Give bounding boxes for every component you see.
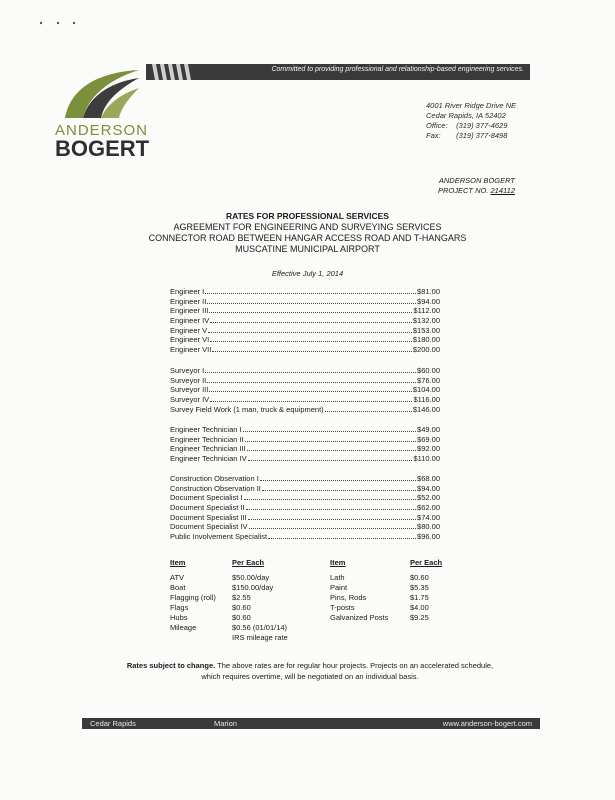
rate-title: Document Specialist IV [170,522,248,532]
rate-title: Engineer Technician III [170,444,246,454]
rate-price: $68.00 [417,474,440,483]
effective-date: Effective July 1, 2014 [271,269,344,278]
equip-price-cell: $9.25 [410,613,429,622]
equip-header-per-each: Per Each [232,558,265,567]
project-number-label: PROJECT NO. [438,186,489,195]
rate-group-specialists [170,474,440,542]
rate-row [170,522,440,532]
document-headings [60,211,555,255]
heading-line-2: AGREEMENT FOR ENGINEERING AND SURVEYING SERVICES [173,222,442,232]
equip-item-cell: Boat [170,583,186,592]
logo-swoosh-graphic [61,66,141,122]
equip-price-cell: $0.60 [232,603,251,612]
rate-row [170,306,440,316]
rate-title: Document Specialist II [170,503,245,513]
rate-price: $80.00 [417,522,440,532]
equip-item-cell: Flagging (roll) [170,593,216,602]
heading-line-3: CONNECTOR ROAD BETWEEN HANGAR ACCESS ROAD AND T-HANGARS [148,233,467,243]
rate-price: $146.00 [412,404,440,414]
equip-price-cell: $150.00/day [232,583,274,592]
note-line-2: which requires overtime, will be negotiated on an individual basis. [201,672,419,681]
dot-leader [209,306,412,313]
note-line-1 [70,660,550,671]
page-title: RATES FOR PROFESSIONAL SERVICES [226,211,389,221]
equip-col-price-left [232,558,288,643]
rate-row [170,532,440,542]
rate-row [170,513,440,523]
rate-title: Engineer IV [170,316,210,326]
equip-header-item-2: Item [330,558,346,567]
note-rest: The above rates are for regular hour projects. Projects on an accelerated schedule, [215,661,494,670]
equip-header-per-each-2: Per Each [410,558,443,567]
equip-price-cell: $2.55 [232,593,251,602]
rate-row [170,316,440,326]
rate-title: Surveyor IV [170,395,210,405]
rate-row [170,366,440,376]
rate-price: $94.00 [417,483,440,493]
rate-title: Surveyor II [170,375,207,385]
header-banner [146,64,530,80]
dot-leader [207,297,416,304]
project-number: 214112 [490,186,515,195]
rates-note [70,660,550,682]
company-logo [55,66,150,161]
rate-group-technicians [170,425,440,464]
equip-item-cell: T-posts [330,603,355,612]
equip-item-cell: Galvanized Posts [330,613,389,622]
rate-title: Engineer Technician II [170,434,244,444]
dot-leader [210,335,412,342]
rate-price: $81.00 [417,287,440,296]
rate-group-surveyors [170,366,440,414]
dot-leader [248,513,416,520]
dot-leader [247,444,416,451]
equip-price-cell: $1.75 [410,593,429,602]
rate-row [170,345,440,355]
equip-col-price-right [410,558,442,623]
rate-price: $74.00 [417,512,440,522]
dot-leader [210,395,412,402]
rate-row [170,474,440,484]
address-block [426,101,546,141]
note-lead: Rates subject to change. [126,661,216,670]
dot-leader [249,522,417,529]
rate-row [170,493,440,503]
equip-item-cell: Lath [330,573,345,582]
rate-title: Surveyor III [170,385,209,395]
equip-item-cell: Paint [330,583,348,592]
equip-price-cell: $4.00 [410,603,429,612]
equip-price-cell: $0.56 (01/01/14) [232,623,288,632]
dot-leader [268,532,416,539]
dot-leader [325,405,412,412]
fax-row [426,131,546,141]
equip-price-cell: IRS mileage rate [232,633,288,642]
address-street: 4001 River Ridge Drive NE [426,101,517,110]
rate-price: $52.00 [417,493,440,503]
rate-title: Engineer V [170,325,208,335]
equip-item-cell: Mileage [170,623,197,632]
rate-row [170,297,440,307]
dot-leader [245,435,416,442]
rate-row [170,385,440,395]
dot-leader [205,366,416,373]
footer-website-link[interactable]: www.anderson-bogert.com [442,719,532,728]
dot-leader [262,484,416,491]
rate-price: $62.00 [417,503,440,513]
equip-price-cell: $50.00/day [232,573,270,582]
scan-marks [38,14,78,32]
equip-col-item-left [170,558,216,643]
rate-row [170,435,440,445]
rate-title: Public Involvement Specialist [170,532,268,542]
equip-price-cell: $5.35 [410,583,429,592]
rate-title: Engineer I [170,287,205,296]
rate-row [170,405,440,415]
rate-price: $69.00 [417,434,440,444]
rate-title: Surveyor I [170,366,205,375]
dot-leader [243,425,416,432]
rate-row [170,503,440,513]
rate-row [170,425,440,435]
footer-office-cedar-rapids: Cedar Rapids [90,719,136,728]
rate-title: Engineer Technician IV [170,454,247,464]
project-number-row [405,186,515,196]
office-label: Office: [426,121,448,130]
rate-row [170,444,440,454]
logo-line2: BOGERT [55,136,150,161]
rate-price: $200.00 [412,345,440,355]
stripes-graphic [150,64,198,80]
rate-row [170,335,440,345]
office-phone: (319) 377-4629 [456,121,508,130]
equip-item-cell: ATV [170,573,185,582]
dot-leader [212,345,412,352]
heading-line-4: MUSCATINE MUNICIPAL AIRPORT [235,244,380,254]
equip-header-item: Item [170,558,186,567]
rate-row [170,326,440,336]
rate-title: Survey Field Work (1 man, truck & equipment) [170,404,324,414]
rate-row [170,484,440,494]
rate-price: $180.00 [412,335,440,345]
rate-price: $92.00 [417,444,440,454]
equip-item-cell: Pins, Rods [330,593,367,602]
rate-price: $96.00 [417,532,440,542]
dot-leader [260,474,416,481]
rate-price: $60.00 [417,366,440,375]
footer-office-marion: Marion [214,719,237,728]
dot-leader [248,454,413,461]
project-block [405,176,515,196]
rate-group-engineers [170,287,440,355]
fax-label: Fax: [426,131,441,140]
office-phone-row [426,121,546,131]
equip-col-item-right [330,558,388,623]
rate-price: $110.00 [413,454,440,464]
rate-title: Engineer II [170,296,207,306]
rate-row [170,287,440,297]
rate-title: Engineer III [170,306,209,316]
equip-price-cell: $0.60 [232,613,251,622]
equip-price-cell: $0.60 [410,573,429,582]
dot-leader [210,316,412,323]
rate-price: $49.00 [417,425,440,434]
equip-item-cell: Hubs [170,613,188,622]
rate-price: $112.00 [413,306,440,316]
rate-price: $94.00 [417,296,440,306]
rate-row [170,454,440,464]
dot-leader [244,493,417,500]
rate-title: Engineer VII [170,345,212,355]
rate-title: Construction Observation II [170,483,261,493]
rate-price: $116.00 [413,395,440,405]
rate-title: Engineer Technician I [170,425,242,434]
footer-bar [82,718,540,729]
rate-price: $132.00 [412,316,440,326]
equip-item-cell: Flags [170,603,189,612]
rate-price: $153.00 [412,325,440,335]
equip-item-cell [170,633,216,643]
rate-price: $76.00 [417,375,440,385]
rate-title: Construction Observation I [170,474,259,483]
fax-number: (319) 377-8498 [456,131,508,140]
address-city: Cedar Rapids, IA 52402 [426,111,506,120]
dot-leader [246,503,416,510]
rate-title: Engineer VI [170,335,210,345]
project-company: ANDERSON BOGERT [438,176,515,185]
tagline: Committed to providing professional and relationship-based engineering services. [271,66,524,73]
rate-row [170,395,440,405]
rate-row [170,376,440,386]
dot-leader [207,376,416,383]
dot-leader [209,385,412,392]
rate-title: Document Specialist I [170,493,243,503]
rate-title: Document Specialist III [170,512,247,522]
dot-leader [208,326,412,333]
logo-line1: ANDERSON [55,122,149,139]
rate-price: $104.00 [412,385,440,395]
dot-leader [205,287,416,294]
